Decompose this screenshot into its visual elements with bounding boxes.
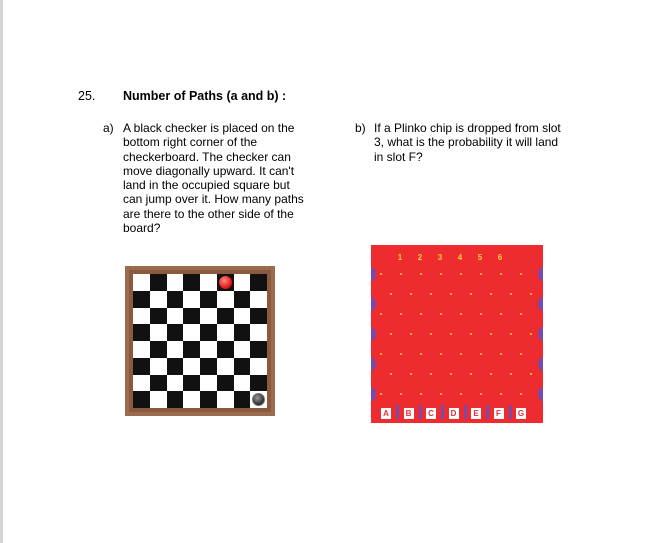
bottom-slot-label: C: [426, 408, 436, 419]
dark-square: [217, 341, 234, 358]
black-checker: [252, 393, 265, 406]
light-square: [133, 274, 150, 291]
plinko-peg: [490, 293, 492, 295]
light-square: [234, 341, 251, 358]
dark-square: [167, 324, 184, 341]
plinko-peg: [480, 393, 482, 395]
dark-square: [250, 274, 267, 291]
plinko-peg: [500, 313, 502, 315]
dark-square: [133, 391, 150, 408]
dark-square: [183, 274, 200, 291]
plinko-peg: [520, 353, 522, 355]
top-slot-number: 3: [437, 253, 443, 262]
light-square: [200, 341, 217, 358]
light-square: [133, 341, 150, 358]
dark-square: [200, 324, 217, 341]
part-b-line: 3, what is the probability it will land: [374, 135, 559, 150]
plinko-peg: [400, 273, 402, 275]
part-a-line: move diagonally upward. It can't: [123, 163, 295, 178]
bottom-slot-label: G: [517, 409, 525, 418]
plinko-peg: [440, 353, 442, 355]
dark-square: [150, 341, 167, 358]
dark-square: [234, 291, 251, 308]
dark-square: [200, 291, 217, 308]
dark-square: [250, 375, 267, 392]
dark-square: [133, 291, 150, 308]
plinko-peg: [440, 273, 442, 275]
bottom-slot-label: F: [494, 408, 504, 419]
slot-divider: [464, 405, 467, 419]
plinko-peg: [470, 293, 472, 295]
plinko-peg: [380, 313, 382, 315]
plinko-peg: [390, 293, 392, 295]
plinko-peg: [500, 393, 502, 395]
question-title: Number of Paths (a and b) :: [123, 89, 287, 103]
side-bumper: [538, 357, 543, 371]
top-slot-number: 2: [417, 253, 423, 262]
plinko-peg: [430, 333, 432, 335]
dark-square: [133, 324, 150, 341]
plinko-peg: [420, 273, 422, 275]
dark-square: [234, 358, 251, 375]
side-bumper: [371, 267, 376, 281]
dark-square: [183, 308, 200, 325]
light-square: [183, 358, 200, 375]
plinko-peg: [450, 333, 452, 335]
light-square: [217, 391, 234, 408]
light-square: [250, 391, 267, 408]
plinko-peg: [420, 393, 422, 395]
part-a-text: [123, 121, 323, 235]
plinko-peg: [500, 353, 502, 355]
plinko-peg: [380, 273, 382, 275]
dark-square: [150, 308, 167, 325]
light-square: [234, 308, 251, 325]
side-bumper: [538, 387, 543, 401]
slot-divider: [419, 405, 422, 419]
dark-square: [183, 375, 200, 392]
plinko-peg: [520, 313, 522, 315]
part-a-letter: a): [103, 121, 114, 135]
dark-square: [167, 358, 184, 375]
plinko-peg: [400, 353, 402, 355]
plinko-peg: [490, 333, 492, 335]
light-square: [217, 358, 234, 375]
part-a-line: A black checker is placed on the: [123, 121, 295, 135]
plinko-board-image: [371, 245, 543, 423]
light-square: [217, 291, 234, 308]
plinko-peg: [410, 373, 412, 375]
plinko-peg: [500, 273, 502, 275]
side-bumper: [538, 267, 543, 281]
plinko-peg: [440, 313, 442, 315]
slot-divider: [441, 405, 444, 419]
part-b-text: [374, 121, 584, 164]
part-a-line: bottom right corner of the: [123, 135, 258, 150]
dark-square: [167, 391, 184, 408]
plinko-peg: [410, 333, 412, 335]
plinko-peg: [450, 373, 452, 375]
plinko-peg: [530, 293, 532, 295]
page-left-border: [0, 0, 3, 543]
slot-divider: [509, 405, 512, 419]
slot-divider: [486, 405, 489, 419]
plinko-peg: [430, 293, 432, 295]
light-square: [183, 324, 200, 341]
plinko-peg: [460, 273, 462, 275]
side-bumper: [371, 357, 376, 371]
plinko-peg: [380, 393, 382, 395]
dark-square: [217, 308, 234, 325]
side-bumper: [371, 387, 376, 401]
dark-square: [133, 358, 150, 375]
top-slot-number: 1: [397, 253, 403, 262]
plinko-peg: [510, 333, 512, 335]
light-square: [150, 324, 167, 341]
bottom-slot-label: D: [449, 408, 459, 419]
dark-square: [150, 274, 167, 291]
light-square: [167, 375, 184, 392]
plinko-peg: [520, 273, 522, 275]
plinko-peg: [450, 293, 452, 295]
plinko-peg: [480, 353, 482, 355]
light-square: [133, 308, 150, 325]
plinko-peg: [420, 313, 422, 315]
dark-square: [167, 291, 184, 308]
plinko-peg: [390, 333, 392, 335]
light-square: [250, 324, 267, 341]
plinko-peg: [430, 373, 432, 375]
plinko-peg: [470, 373, 472, 375]
question-number: 25.: [78, 89, 96, 103]
plinko-peg: [460, 313, 462, 315]
light-square: [167, 308, 184, 325]
plinko-peg: [460, 393, 462, 395]
part-a-line: board?: [123, 221, 161, 236]
light-square: [133, 375, 150, 392]
part-b-letter: b): [355, 121, 366, 135]
plinko-peg: [530, 333, 532, 335]
checkerboard-grid: [133, 274, 267, 408]
dark-square: [200, 358, 217, 375]
side-bumper: [371, 297, 376, 311]
plinko-peg: [460, 353, 462, 355]
light-square: [150, 358, 167, 375]
plinko-peg: [510, 373, 512, 375]
dark-square: [234, 324, 251, 341]
plinko-peg: [420, 353, 422, 355]
top-slot-number: 6: [497, 253, 503, 262]
red-checker: [219, 276, 232, 289]
light-square: [167, 274, 184, 291]
light-square: [234, 375, 251, 392]
part-a-line: land in the occupied square but: [123, 178, 290, 193]
plinko-peg: [400, 313, 402, 315]
plinko-peg: [510, 293, 512, 295]
dark-square: [200, 391, 217, 408]
light-square: [217, 324, 234, 341]
dark-square: [217, 375, 234, 392]
plinko-peg: [490, 373, 492, 375]
light-square: [200, 375, 217, 392]
part-b-line: If a Plinko chip is dropped from slot: [374, 121, 561, 135]
light-square: [167, 341, 184, 358]
plinko-peg: [390, 373, 392, 375]
light-square: [200, 274, 217, 291]
plinko-peg: [470, 333, 472, 335]
light-square: [183, 391, 200, 408]
side-bumper: [538, 297, 543, 311]
part-a-line: can jump over it. How many paths: [123, 192, 304, 207]
part-b-line: in slot F?: [374, 149, 423, 164]
bottom-slot-label: E: [471, 408, 481, 419]
plinko-peg: [440, 393, 442, 395]
dark-square: [183, 341, 200, 358]
top-slot-number: 5: [477, 253, 483, 262]
light-square: [250, 291, 267, 308]
side-bumper: [538, 327, 543, 341]
plinko-peg: [380, 353, 382, 355]
dark-square: [234, 391, 251, 408]
part-a-line: are there to the other side of the: [123, 206, 294, 221]
plinko-peg: [520, 393, 522, 395]
plinko-peg: [410, 293, 412, 295]
light-square: [183, 291, 200, 308]
light-square: [150, 391, 167, 408]
bottom-slot-label: B: [404, 408, 414, 419]
light-square: [250, 358, 267, 375]
light-square: [150, 291, 167, 308]
side-bumper: [371, 327, 376, 341]
plinko-peg: [480, 273, 482, 275]
bottom-slot-label: A: [381, 408, 391, 419]
top-slot-number: 4: [457, 253, 463, 262]
slot-divider: [396, 405, 399, 419]
light-square: [200, 308, 217, 325]
light-square: [234, 274, 251, 291]
plinko-peg: [480, 313, 482, 315]
dark-square: [217, 274, 234, 291]
dark-square: [250, 341, 267, 358]
dark-square: [250, 308, 267, 325]
plinko-peg: [400, 393, 402, 395]
checkerboard-image: [125, 266, 275, 416]
part-a-line: checkerboard. The checker can: [123, 149, 291, 164]
dark-square: [150, 375, 167, 392]
plinko-peg: [530, 373, 532, 375]
